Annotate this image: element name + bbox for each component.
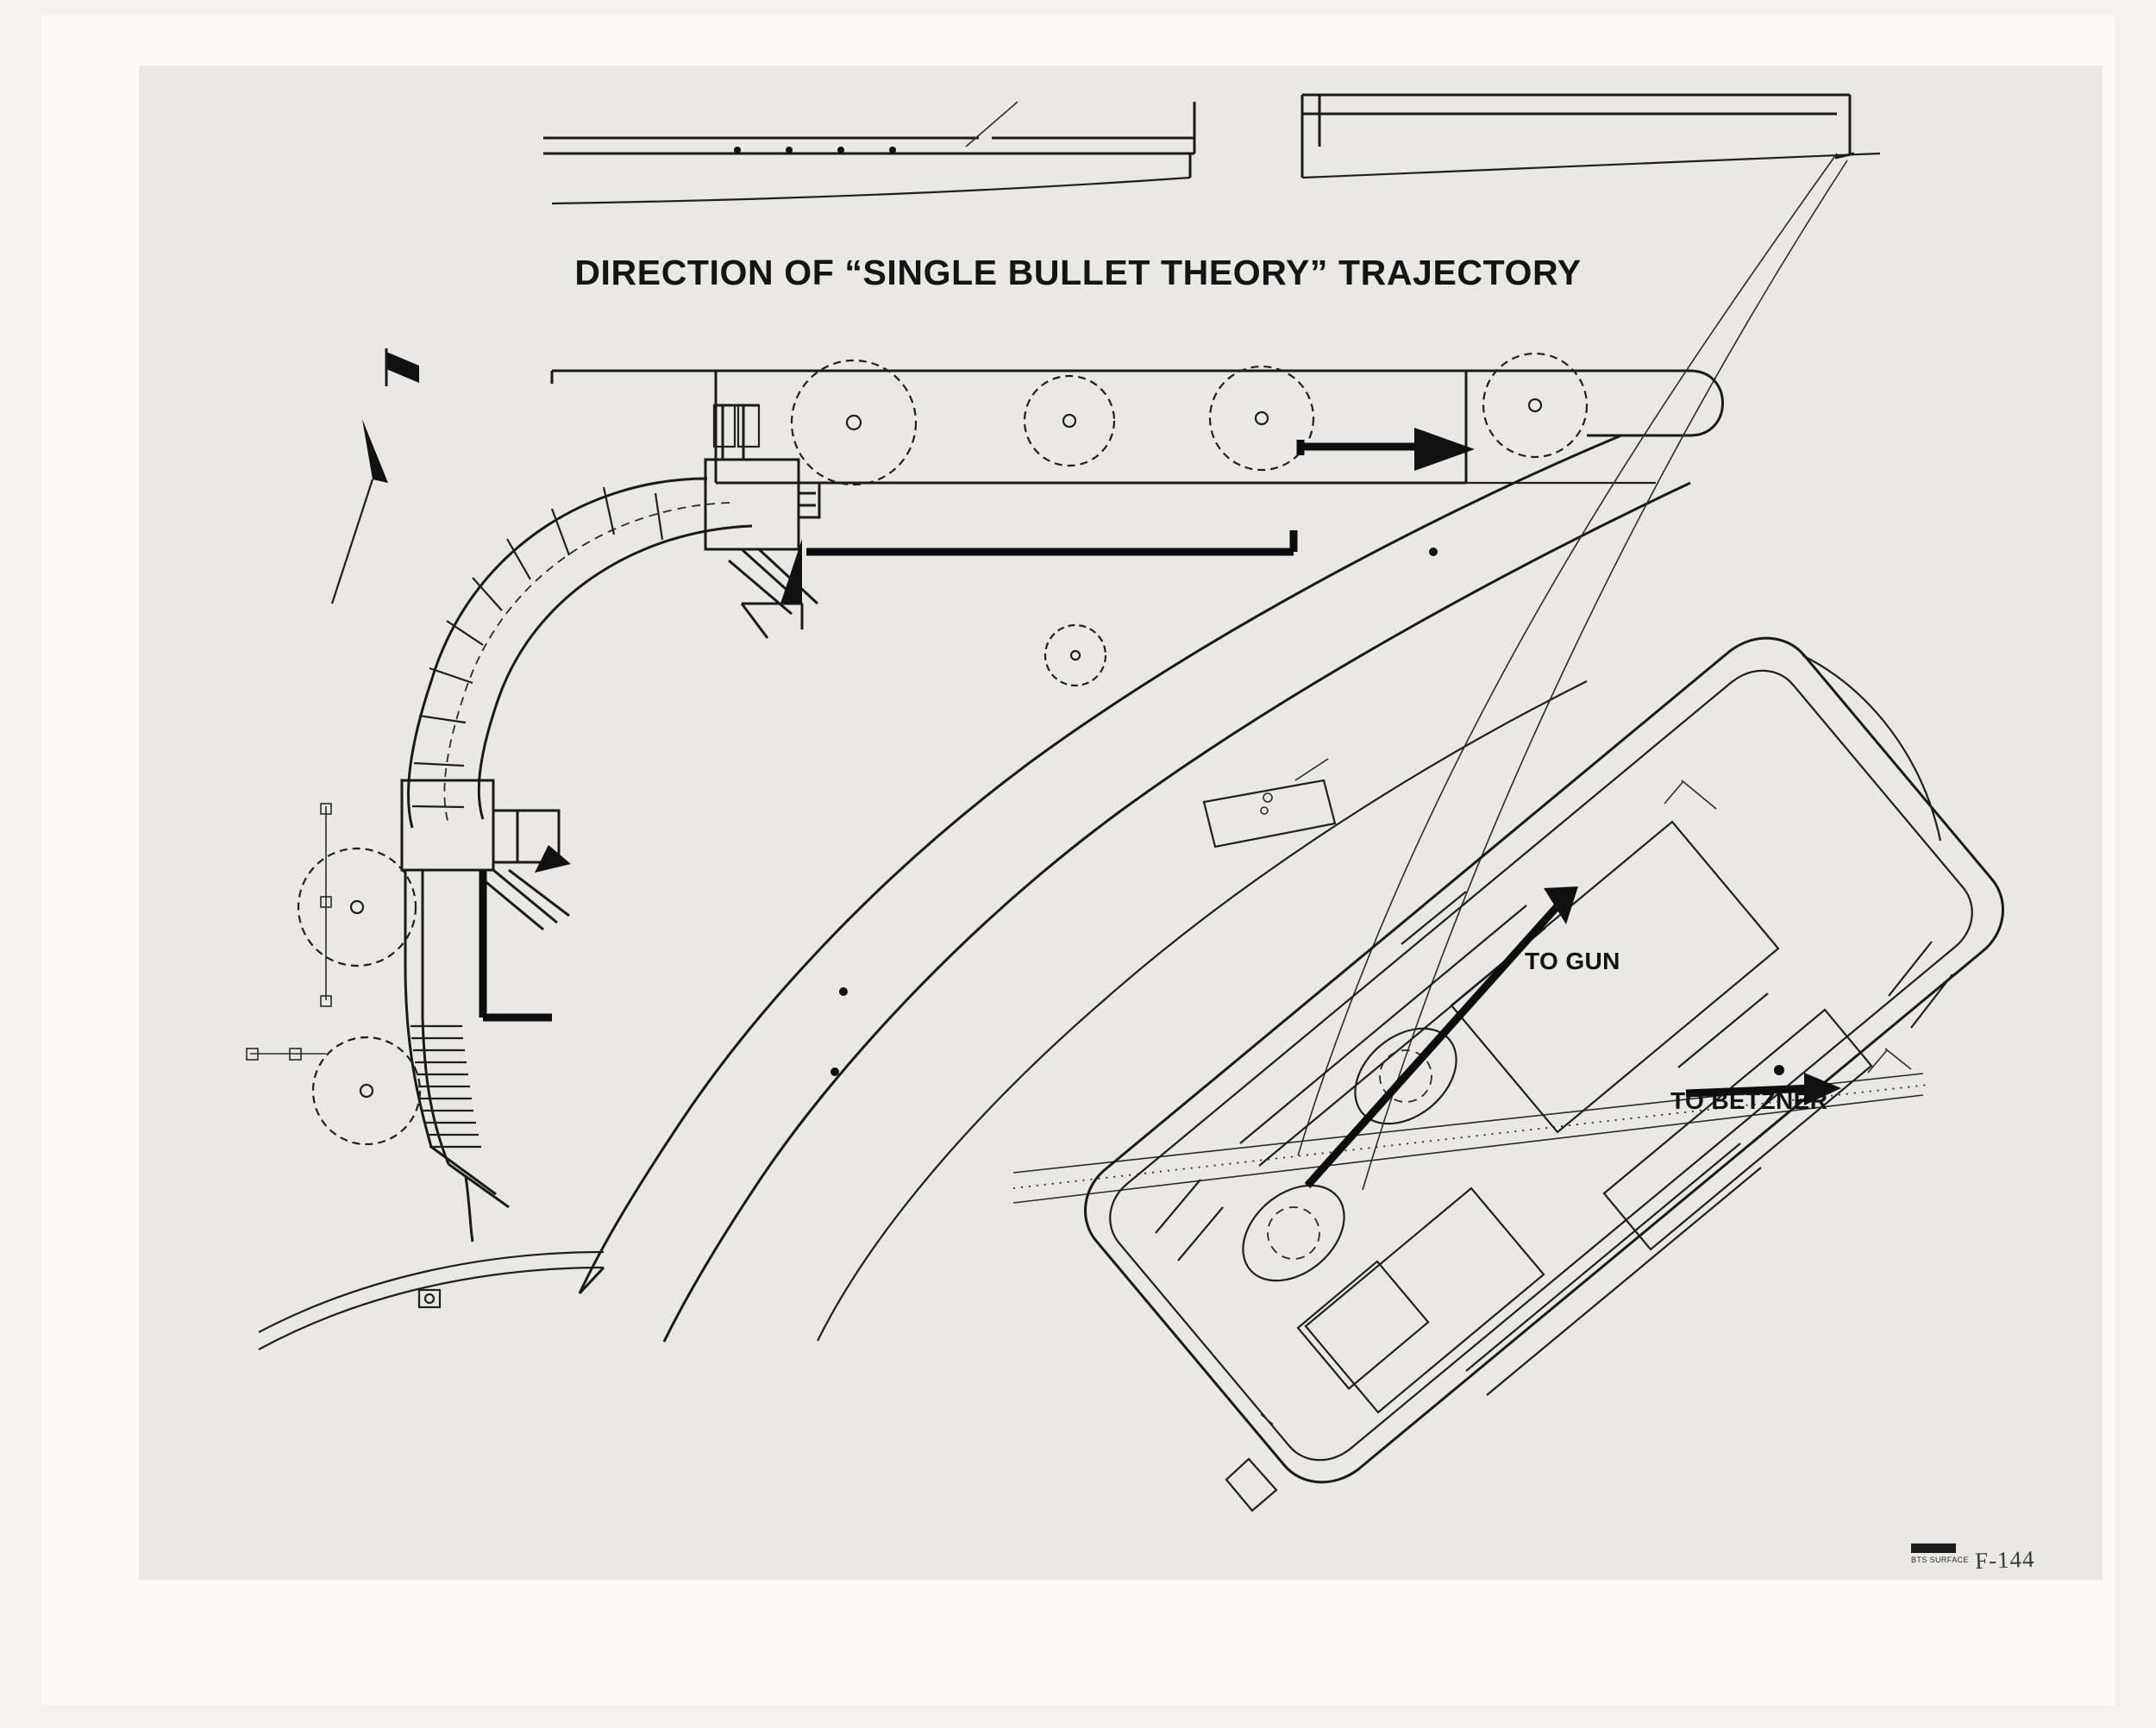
tree-canopy: [1045, 625, 1106, 686]
plaza-direction-arrow: [1300, 428, 1475, 471]
curved-colonnade: [408, 479, 752, 828]
catalog-number: F-144: [1974, 1545, 2036, 1575]
stamp-micro-text: BTS SURFACE: [1911, 1556, 1969, 1564]
tree-canopy: [313, 1037, 420, 1144]
pergola-structure-south: [402, 780, 571, 1242]
street-edges-top: [543, 95, 1880, 203]
colonnade-bays: [412, 487, 662, 807]
page-title: DIRECTION OF “SINGLE BULLET THEORY” TRAJECTORY: [574, 253, 1582, 292]
pergola-north-wall: [552, 371, 1723, 483]
occupant-seat-marker: [1225, 1166, 1363, 1299]
pergola-structure-north: [705, 405, 1294, 638]
tree-canopy: [1483, 354, 1587, 457]
archive-stamp: [1911, 1538, 2065, 1581]
limousine-plan-inset: [1013, 638, 2003, 1511]
tree-canopy: [298, 848, 416, 966]
label-to-gun: TO GUN: [1525, 948, 1620, 974]
road-marker-dots: [830, 548, 1438, 1076]
tree-canopies: [298, 354, 1587, 1144]
south-steps: [411, 1026, 481, 1147]
stamp-bar: [1911, 1543, 1956, 1553]
tree-canopy: [792, 360, 916, 485]
window-callout-box: [1204, 780, 1335, 847]
north-arrow-flag: [332, 348, 419, 604]
label-to-betzner: TO BETZNER: [1670, 1087, 1828, 1114]
fence-posts-west: [247, 804, 331, 1060]
roadway-curb-lines: [259, 435, 1690, 1349]
tree-canopy: [1025, 376, 1114, 466]
